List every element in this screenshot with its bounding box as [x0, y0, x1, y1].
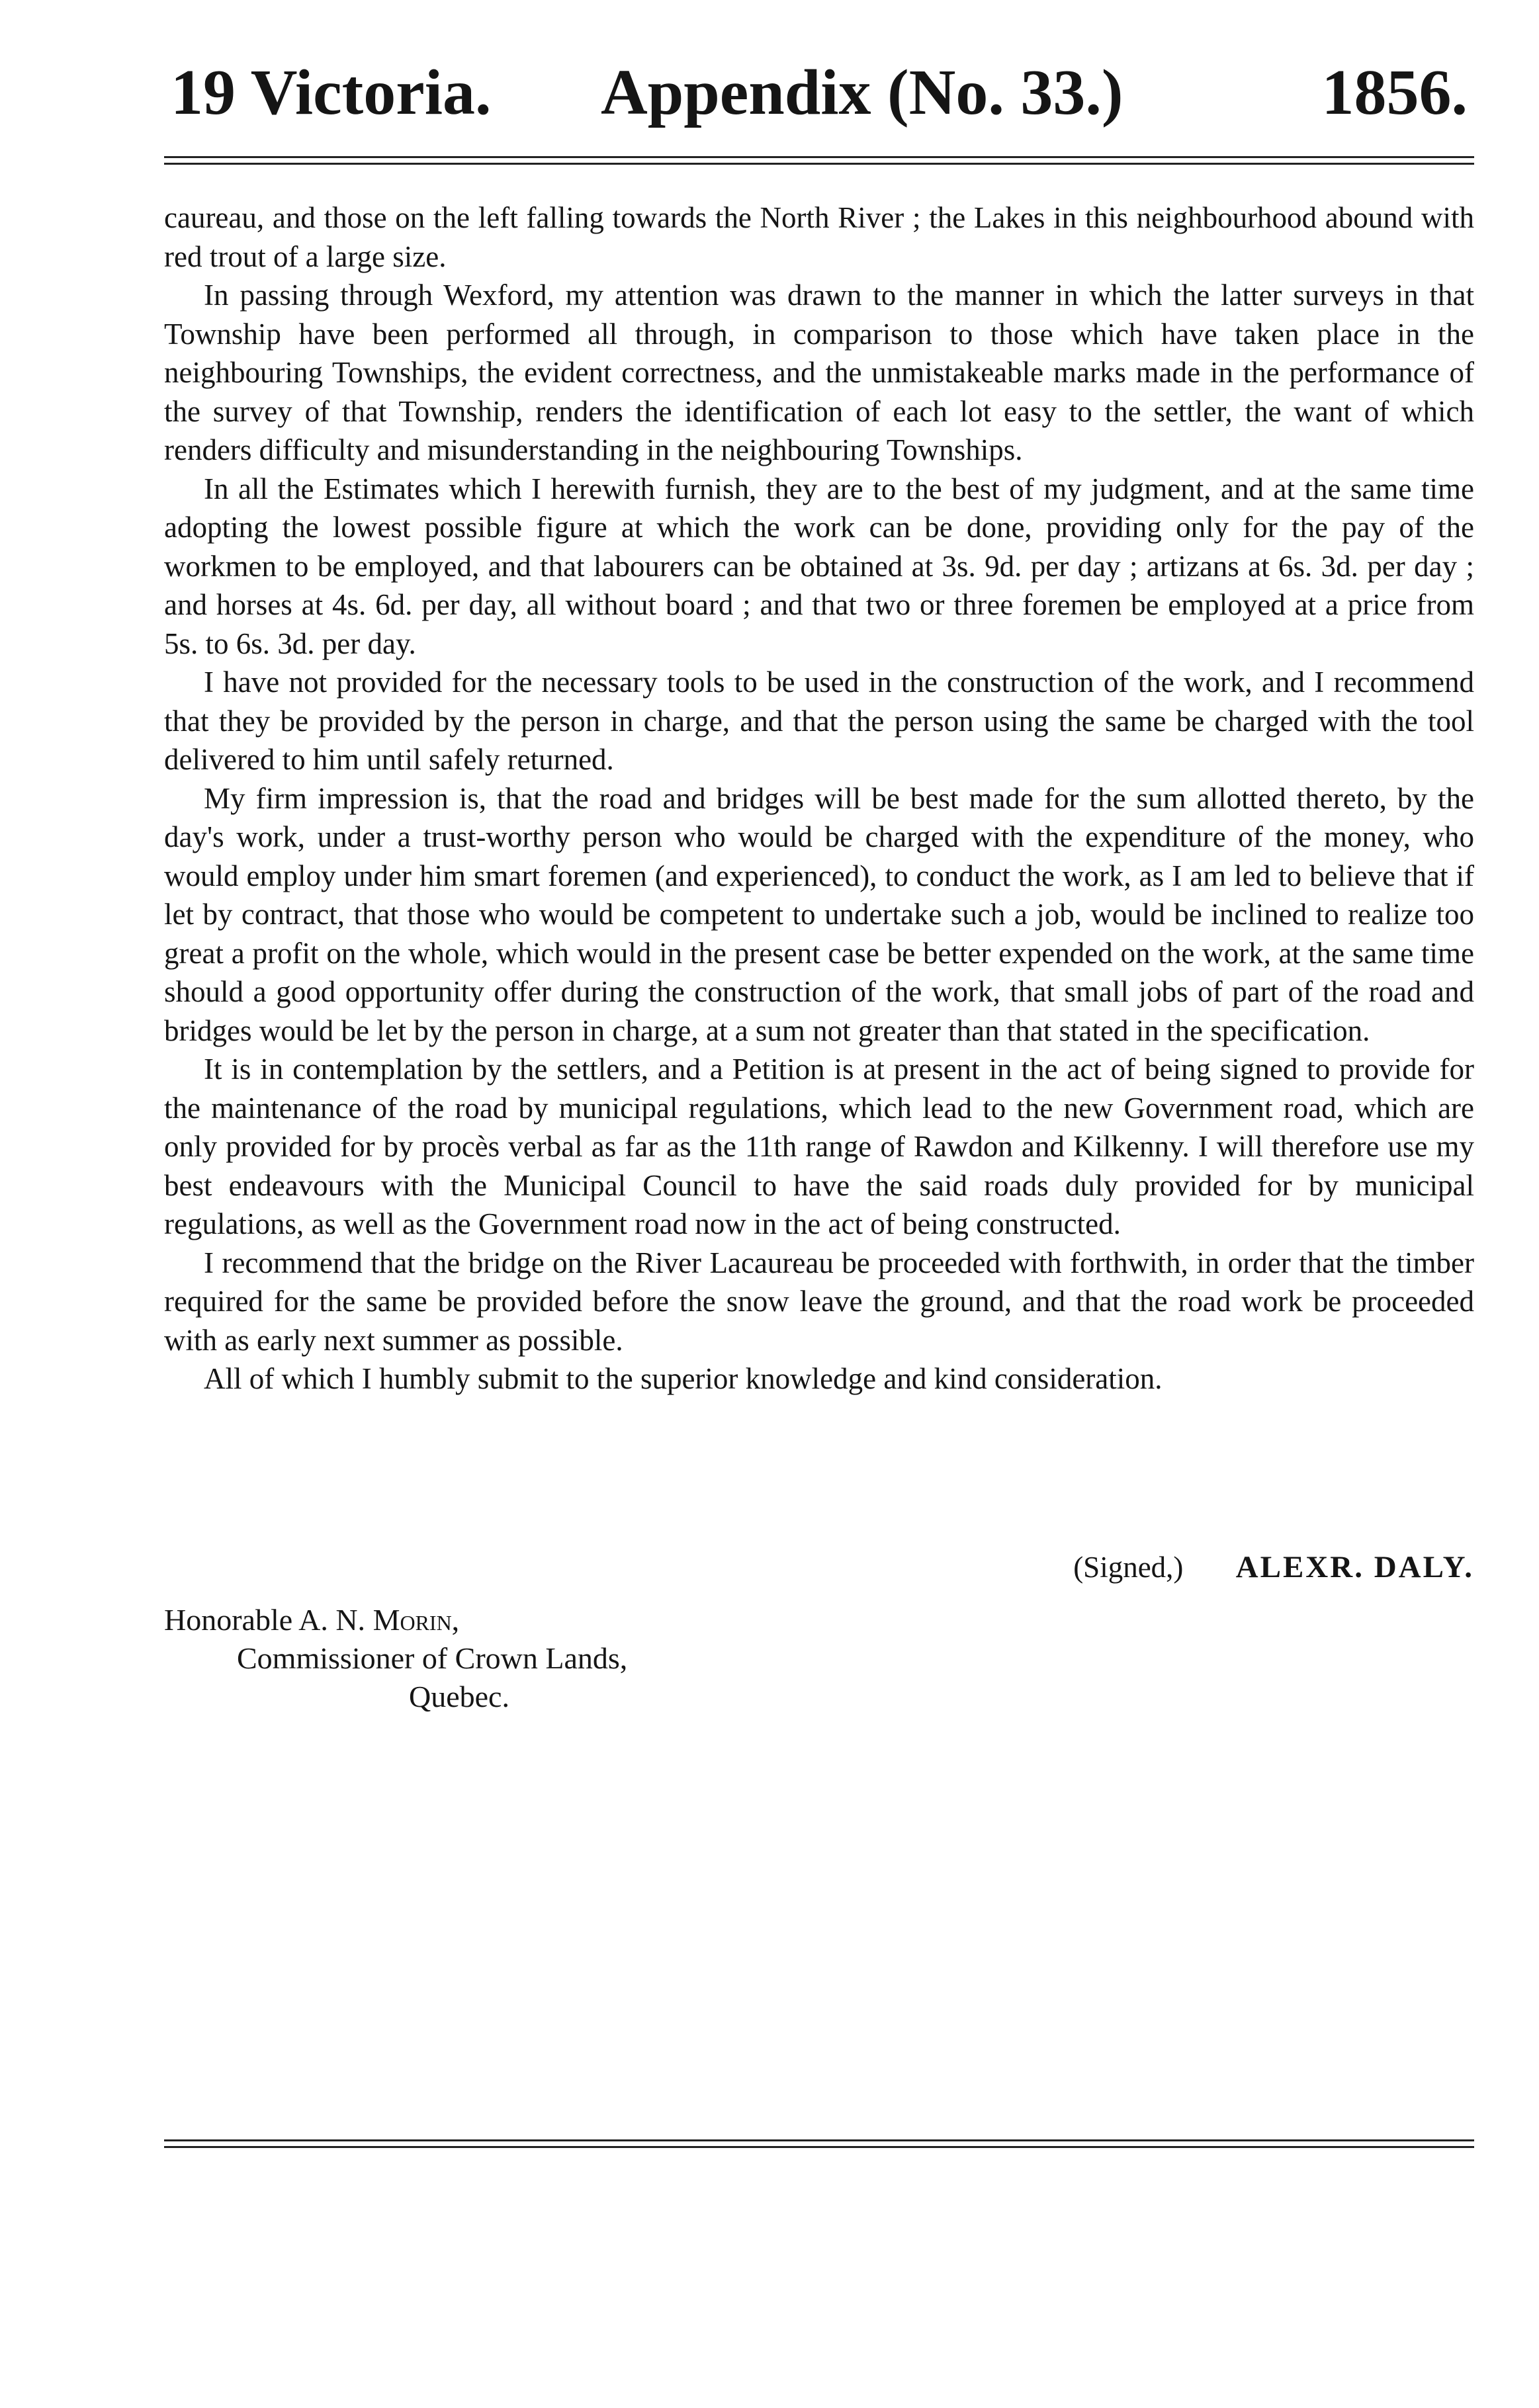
- paragraph-day-work: My firm impression is, that the road and bridges will be best made for the sum allotted thereto, by the day's work, under a trust-worthy person who would be charged with the expenditure of the money, who would employ under him smart foremen (and experienced), to conduct the work, as I am led to believe that if let by contract, that those who would be competent to undertake such a job, would be inclined to realize too great a profit on the whole, which would in the present case be better expended on the work, at the same time should a good opportunity offer during the construction of the work, that small jobs of part of the road and bridges would be let by the person in charge, at a sum not greater than that stated in the specification.: [164, 781, 1474, 1047]
- addressee-line-title: Commissioner of Crown Lands,: [237, 1641, 628, 1675]
- paragraph-continuation: caureau, and those on the left falling towards the North River ; the Lakes in this neighbourhood abound with red trout of a large size.: [164, 201, 1474, 273]
- addressee-line-city: Quebec.: [409, 1680, 509, 1713]
- paragraph-wexford-surveys: In passing through Wexford, my attention was drawn to the manner in which the latter surveys in that Township have been performed all through, in comparison to those which have taken place in the neighbouring Townships, the evident correctness, and the unmistakeable marks made in the performance of the survey of that Township, renders the identification of each lot easy to the settler, the want of which renders difficulty and misunderstanding in the neighbouring Townships.: [164, 279, 1474, 466]
- header-rule-top: [164, 156, 1474, 158]
- addressee-line-name: [164, 1601, 627, 1639]
- paragraph-tools: I have not provided for the necessary tools to be used in the construction of the work, and I recommend that they be provided by the person in charge, and that the person using the same be charged with the tool delivered to him until safely returned.: [164, 666, 1474, 776]
- addressee-honorific: Honorable A. N.: [164, 1603, 373, 1637]
- signed-label: (Signed,): [1073, 1551, 1184, 1584]
- addressee-block: [164, 1601, 627, 1716]
- header-appendix-title: Appendix (No. 33.): [601, 57, 1123, 128]
- footer-rule-bottom: [164, 2146, 1474, 2148]
- paragraph-closing: All of which I humbly submit to the superior knowledge and kind consideration.: [204, 1362, 1163, 1395]
- header-year: 1856.: [1321, 57, 1468, 128]
- paragraph-petition: It is in contemplation by the settlers, and a Petition is at present in the act of being signed to provide for the maintenance of the road by municipal regulations, which lead to the new Government road, which are only provided for by procès verbal as far as the 11th range of Rawdon and Kilkenny. I will therefore use my best endeavours with the Municipal Council to have the said roads duly provided for by municipal regulations, as well as the Government road now in the act of being constructed.: [164, 1053, 1474, 1240]
- header-rule-bottom: [164, 163, 1474, 165]
- paragraph-bridge: I recommend that the bridge on the River Lacaureau be proceeded with forthwith, in order that the timber required for the same be provided before the snow leave the ground, and that the road work be proceeded with as early next summer as possible.: [164, 1246, 1474, 1357]
- header-regnal-year: 19 Victoria.: [171, 57, 492, 128]
- footer-rule-top: [164, 2139, 1474, 2141]
- addressee-surname: Morin,: [373, 1603, 460, 1637]
- signature-block: [1073, 1548, 1474, 1586]
- letter-body: [164, 198, 1474, 1398]
- signatory-name: ALEXR. DALY.: [1235, 1550, 1474, 1584]
- page-header: [171, 56, 1468, 129]
- paragraph-estimates: In all the Estimates which I herewith furnish, they are to the best of my judgment, and at the same time adopting the lowest possible figure at which the work can be done, providing only for the pay of the workmen to be employed, and that labourers can be obtained at 3s. 9d. per day ; artizans at 6s. 3d. per day ; and horses at 4s. 6d. per day, all without board ; and that two or three foremen be employed at a price from 5s. to 6s. 3d. per day.: [164, 472, 1474, 660]
